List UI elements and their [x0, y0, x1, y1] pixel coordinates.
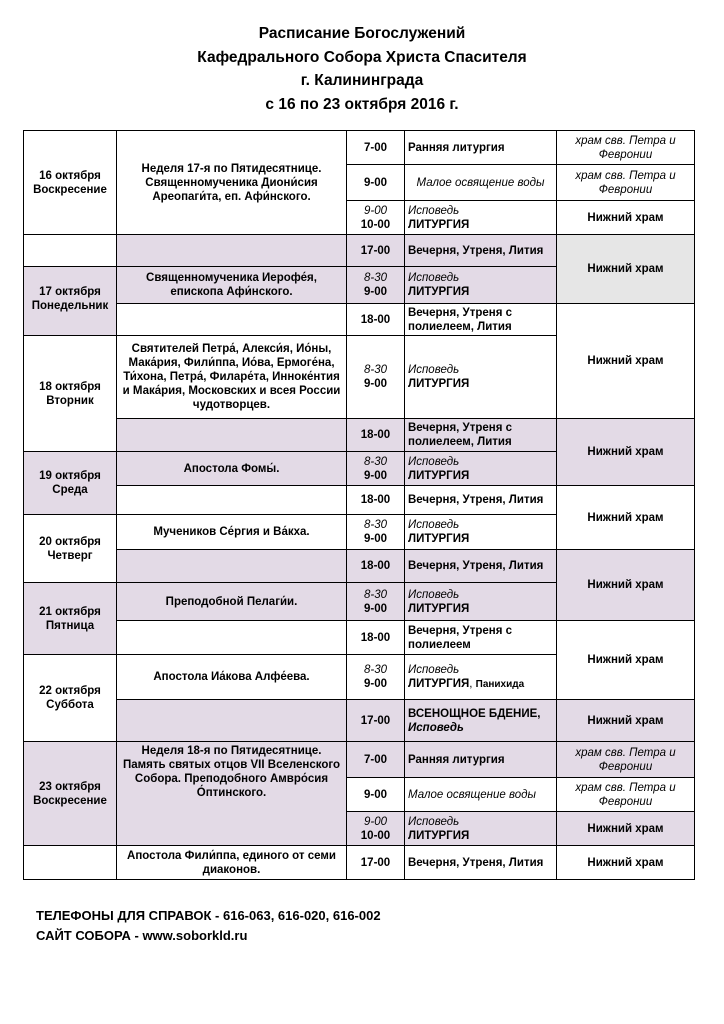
time-cell: 17-00 [347, 846, 405, 880]
time-cell: 9-00 10-00 [347, 201, 405, 235]
time-cell: 17-00 [347, 235, 405, 267]
service-cell: Вечерня, Утреня с полиелеем [405, 621, 557, 655]
time-cell: 7-00 [347, 131, 405, 165]
service-cell: Исповедь ЛИТУРГИЯ, Панихида [405, 655, 557, 700]
service-cell: Исповедь ЛИТУРГИЯ [405, 515, 557, 550]
time-cell: 17-00 [347, 700, 405, 742]
title-line-4: с 16 по 23 октября 2016 г. [265, 95, 459, 113]
service-cell: Вечерня, Утреня с полиелеем, Лития [405, 419, 557, 452]
place-cell: храм свв. Петра и Февронии [557, 131, 695, 165]
service-cell: Исповедь ЛИТУРГИЯ [405, 452, 557, 486]
service-cell: Малое освящение воды [405, 165, 557, 201]
schedule-title [0, 22, 724, 116]
title-line-1: Расписание Богослужений [258, 25, 466, 42]
title-line-3: г. Калининграда [300, 72, 424, 89]
day-cell: 16 октября Воскресение [24, 131, 117, 235]
time-cell: 8-30 9-00 [347, 515, 405, 550]
time-cell: 8-30 9-00 [347, 267, 405, 304]
place-cell: храм свв. Петра и Февронии [557, 778, 695, 812]
day-cell: 22 октября Суббота [24, 655, 117, 742]
service-cell: Вечерня, Утреня, Лития [405, 235, 557, 267]
place-cell: Нижний храм [557, 486, 695, 550]
day-cell: 21 октября Пятница [24, 583, 117, 655]
time-cell: 7-00 [347, 742, 405, 778]
day-cell: 19 октября Среда [24, 452, 117, 515]
table-row [24, 700, 695, 742]
place-cell: храм свв. Петра и Февронии [557, 742, 695, 778]
day-cell: 20 октября Четверг [24, 515, 117, 583]
feast-cell: Святителей Петра́, Алекси́я, Ио́ны, Мака́рия, Фили́ппа, Ио́ва, Ермоге́на, Ти́хона, Петра́, Филаре́та, Иннoке́нтия и Мака́рия, Московских и всея России чудотворцев. [117, 336, 347, 419]
service-cell: Ранняя литургия [405, 131, 557, 165]
place-cell: Нижний храм [557, 235, 695, 304]
time-cell: 8-30 9-00 [347, 655, 405, 700]
service-cell: ВСЕНОЩНОЕ БДЕНИЕ, Исповедь [405, 700, 557, 742]
service-cell: Вечерня, Утреня, Лития [405, 846, 557, 880]
place-cell: Нижний храм [557, 812, 695, 846]
website-line: САЙТ СОБОРА - www.soborkld.ru [36, 928, 248, 943]
place-cell: Нижний храм [557, 201, 695, 235]
day-cell: 17 октября Понедельник [24, 267, 117, 336]
service-cell: Исповедь ЛИТУРГИЯ [405, 812, 557, 846]
time-cell: 18-00 [347, 550, 405, 583]
service-cell: Исповедь ЛИТУРГИЯ [405, 583, 557, 621]
time-cell: 18-00 [347, 419, 405, 452]
time-cell: 8-30 9-00 [347, 452, 405, 486]
time-cell: 18-00 [347, 304, 405, 336]
place-cell: Нижний храм [557, 621, 695, 700]
feast-cell: Мучеников Се́ргия и Ва́кха. [117, 515, 347, 550]
feast-cell: Апостола Фомы́. [117, 452, 347, 486]
table-row [24, 846, 695, 880]
table-row [24, 419, 695, 452]
place-cell: Нижний храм [557, 846, 695, 880]
title-line-2: Кафедрального Собора Христа Спасителя [197, 48, 527, 66]
table-row [24, 235, 695, 267]
time-cell: 9-00 [347, 165, 405, 201]
place-cell: Нижний храм [557, 304, 695, 419]
feast-cell: Неделя 17-я по Пятидесятнице. Священномученика Диони́сия Ареопаги́та, еп. Афи́нского. [117, 131, 347, 235]
feast-cell: Апостола Фили́ппа, единого от семи диаконов. [117, 846, 347, 880]
place-cell: Нижний храм [557, 419, 695, 486]
time-cell: 8-30 9-00 [347, 583, 405, 621]
service-cell: Вечерня, Утреня, Лития [405, 550, 557, 583]
feast-cell: Апостола Иа́кова Алфе́ева. [117, 655, 347, 700]
service-cell: Исповедь ЛИТУРГИЯ [405, 267, 557, 304]
day-cell: 23 октября Воскресение [24, 742, 117, 846]
service-cell: Исповедь ЛИТУРГИЯ [405, 201, 557, 235]
table-row [24, 550, 695, 583]
place-cell: храм свв. Петра и Февронии [557, 165, 695, 201]
table-row [24, 131, 695, 165]
contacts [36, 906, 381, 946]
place-cell: Нижний храм [557, 550, 695, 621]
service-cell: Малое освящение воды [405, 778, 557, 812]
service-cell: Вечерня, Утреня с полиелеем, Лития [405, 304, 557, 336]
feast-cell: Преподобной Пелаги́и. [117, 583, 347, 621]
phones-line: ТЕЛЕФОНЫ ДЛЯ СПРАВОК - 616-063, 616-020, 616-002 [36, 908, 381, 923]
time-cell: 18-00 [347, 486, 405, 515]
table-row [24, 621, 695, 655]
day-cell: 18 октября Вторник [24, 336, 117, 452]
feast-cell: Неделя 18-я по Пятидесятнице. Память святых отцов VII Вселенского Собора. Преподобного Амвро́сия О́птинского. [117, 742, 347, 846]
table-row [24, 742, 695, 778]
time-cell: 9-00 10-00 [347, 812, 405, 846]
feast-cell: Священномученика Иерофе́я, епископа Афи́нского. [117, 267, 347, 304]
table-row [24, 304, 695, 336]
schedule-table [23, 130, 695, 880]
time-cell: 9-00 [347, 778, 405, 812]
place-cell: Нижний храм [557, 700, 695, 742]
service-cell: Вечерня, Утреня, Лития [405, 486, 557, 515]
time-cell: 18-00 [347, 621, 405, 655]
service-cell: Исповедь ЛИТУРГИЯ [405, 336, 557, 419]
service-cell: Ранняя литургия [405, 742, 557, 778]
time-cell: 8-30 9-00 [347, 336, 405, 419]
table-row [24, 486, 695, 515]
